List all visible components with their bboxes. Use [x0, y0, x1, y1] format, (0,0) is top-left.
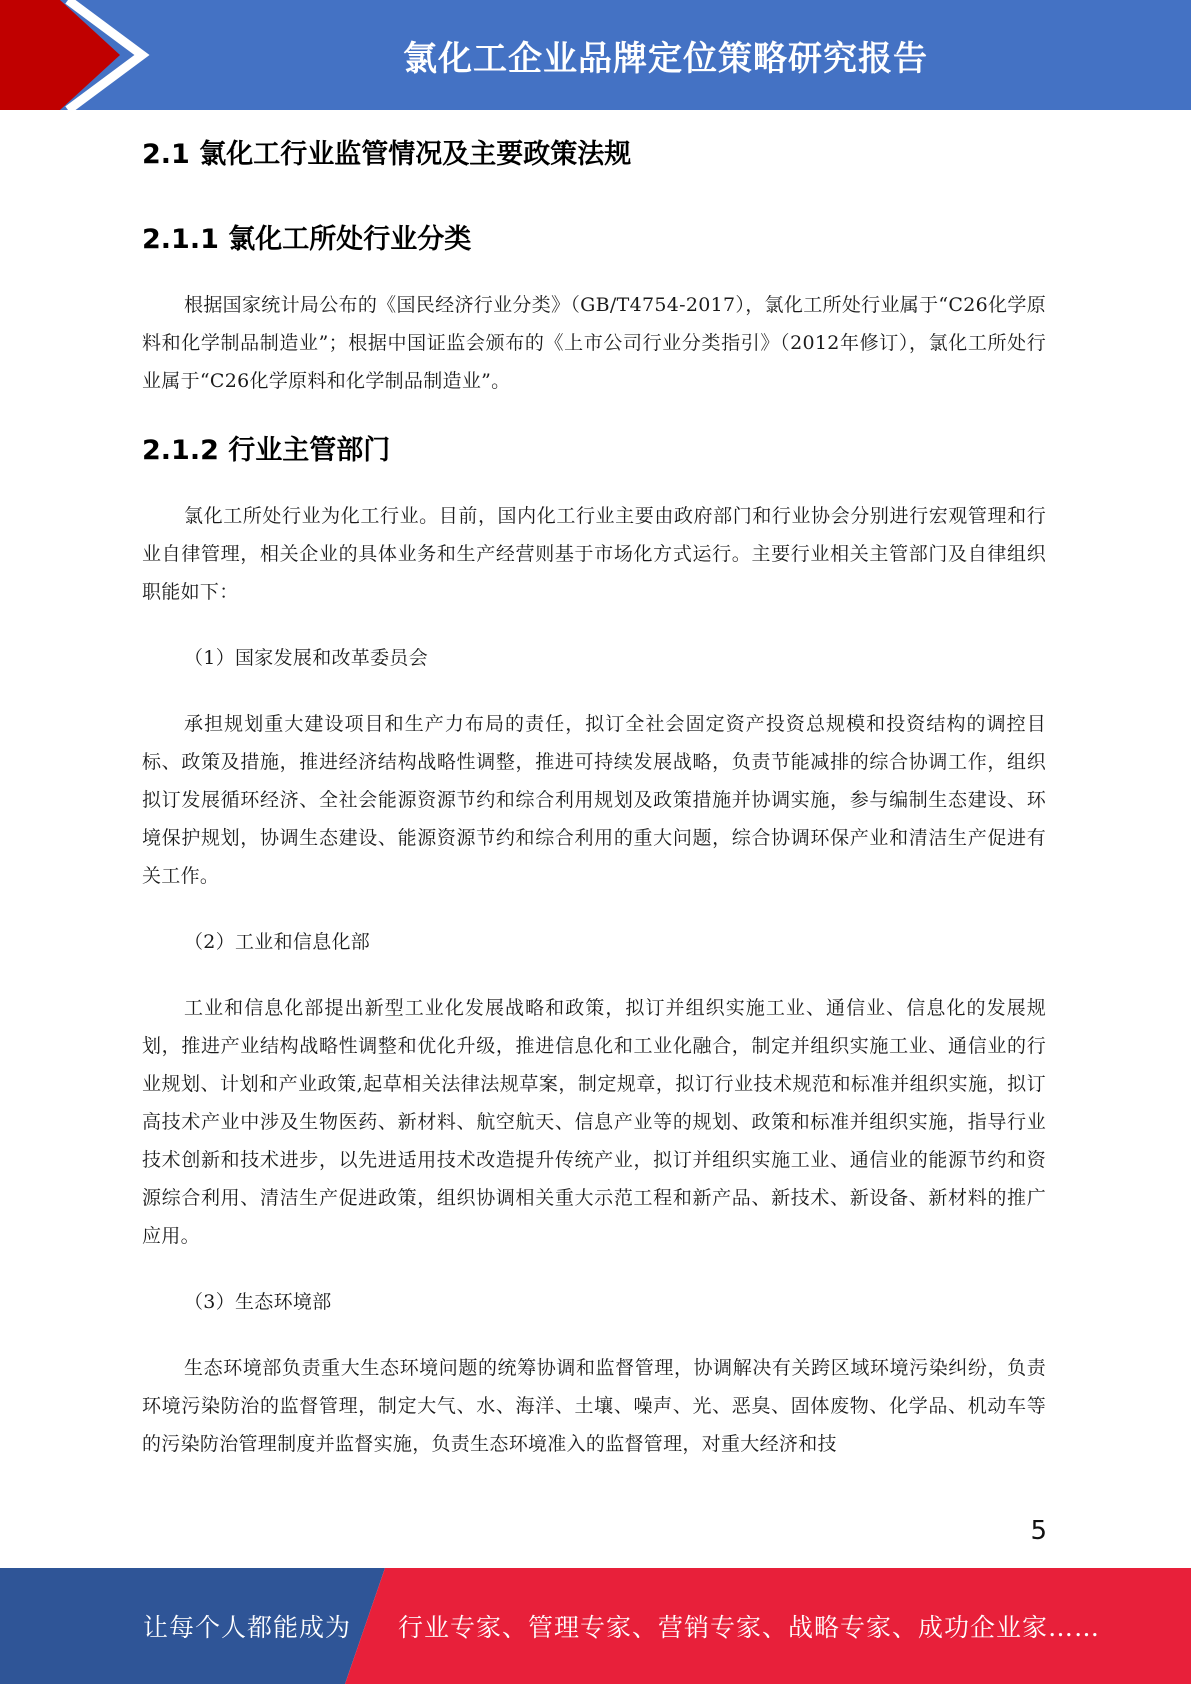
footer-slogan-right: 行业专家、管理专家、营销专家、战略专家、成功企业家…… [398, 1613, 1101, 1642]
paragraph-industry-classification: 根据国家统计局公布的《国民经济行业分类》（GB/T4754-2017），氯化工所处行业属于“C26化学原料和化学制品制造业”；根据中国证监会颁布的《上市公司行业分类指引》（2012年修订），氯化工所处行业属于“C26化学原料和化学制品制造业”。 [142, 294, 1046, 392]
page-number: 5 [1030, 1516, 1047, 1546]
section-heading-2-1: 2.1 氯化工行业监管情况及主要政策法规 [142, 139, 632, 170]
page-content [142, 126, 1046, 1463]
paragraph-authorities-intro: 氯化工所处行业为化工行业。目前，国内化工行业主要由政府部门和行业协会分别进行宏观管理和行业自律管理，相关企业的具体业务和生产经营则基于市场化方式运行。主要行业相关主管部门及自律组织职能如下： [142, 505, 1046, 603]
page-header [0, 0, 1191, 110]
section-heading-2-1-1: 2.1.1 氯化工所处行业分类 [142, 224, 472, 255]
red-chevron-icon [0, 0, 150, 110]
footer-slogan-left: 让每个人都能成为 [143, 1613, 352, 1642]
paragraph-miit: 工业和信息化部提出新型工业化发展战略和政策，拟订并组织实施工业、通信业、信息化的发展规划，推进产业结构战略性调整和优化升级，推进信息化和工业化融合，制定并组织实施工业、通信业的行业规划、计划和产业政策,起草相关法律法规草案，制定规章，拟订行业技术规范和标准并组织实施，拟订高技术产业中涉及生物医药、新材料、航空航天、信息产业等的规划、政策和标准并组织实施，指导行业技术创新和技术进步，以先进适用技术改造提升传统产业，拟订并组织实施工业、通信业的能源节约和资源综合利用、清洁生产促进政策，组织协调相关重大示范工程和新产品、新技术、新设备、新材料的推广应用。 [142, 997, 1046, 1247]
report-title: 氯化工企业品牌定位策略研究报告 [403, 38, 928, 79]
paragraph-mee: 生态环境部负责重大生态环境问题的统筹协调和监督管理，协调解决有关跨区域环境污染纠纷，负责环境污染防治的监督管理，制定大气、水、海洋、土壤、噪声、光、恶臭、固体废物、化学品、机动车等的污染防治管理制度并监督实施，负责生态环境准入的监督管理，对重大经济和技 [142, 1357, 1046, 1455]
item-title-miit: （2）工业和信息化部 [184, 931, 371, 953]
item-title-mee: （3）生态环境部 [184, 1291, 332, 1313]
page-footer [0, 1568, 1191, 1684]
paragraph-ndrc: 承担规划重大建设项目和生产力布局的责任，拟订全社会固定资产投资总规模和投资结构的调控目标、政策及措施，推进经济结构战略性调整，推进可持续发展战略，负责节能减排的综合协调工作，组织拟订发展循环经济、全社会能源资源节约和综合利用规划及政策措施并协调实施，参与编制生态建设、环境保护规划，协调生态建设、能源资源节约和综合利用的重大问题，综合协调环保产业和清洁生产促进有关工作。 [142, 713, 1046, 887]
item-title-ndrc: （1）国家发展和改革委员会 [184, 647, 428, 669]
section-heading-2-1-2: 2.1.2 行业主管部门 [142, 435, 391, 466]
